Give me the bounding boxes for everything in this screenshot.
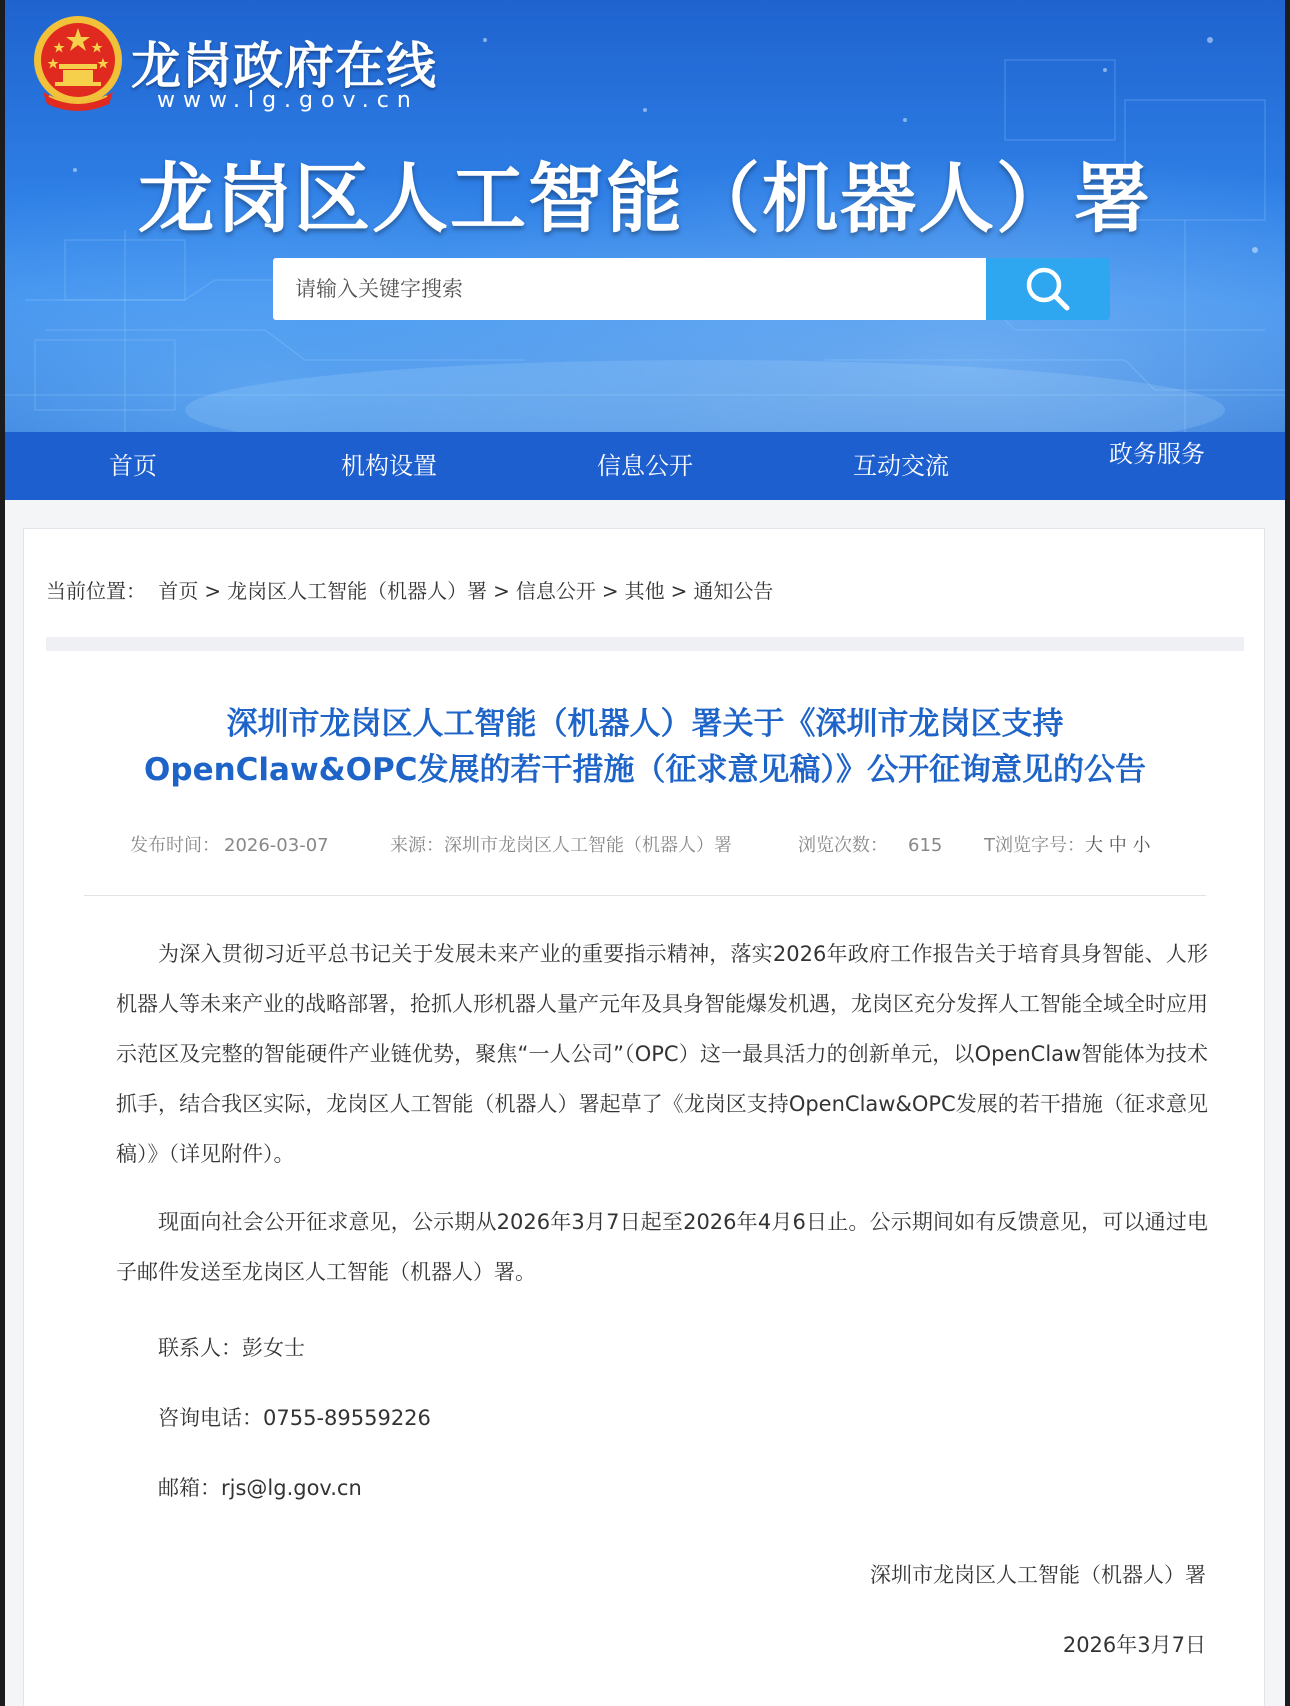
search-button[interactable]	[986, 258, 1110, 320]
article-card	[23, 528, 1265, 1706]
font-size-large-button[interactable]: 大	[1085, 835, 1103, 856]
breadcrumb-info-disclosure[interactable]: 信息公开	[515, 579, 596, 603]
article-paragraph-2: 现面向社会公开征求意见，公示期从2026年3月7日起至2026年4月6日止。公示期间如有反馈意见，可以通过电子邮件发送至龙岗区人工智能（机器人）署。	[116, 1210, 1208, 1284]
article-source	[390, 831, 732, 857]
breadcrumb-department[interactable]: 龙岗区人工智能（机器人）署	[227, 579, 488, 603]
breadcrumb-prefix: 当前位置：	[46, 579, 146, 603]
search-icon	[1022, 263, 1074, 315]
article-title-line-1: 深圳市龙岗区人工智能（机器人）署关于《深圳市龙岗区支持	[226, 706, 1064, 742]
view-count-value: 615	[908, 835, 943, 856]
source-value: 深圳市龙岗区人工智能（机器人）署	[444, 835, 732, 856]
nav-item-info-disclosure[interactable]: 信息公开	[597, 452, 693, 480]
breadcrumb	[46, 575, 773, 604]
font-size-switcher	[984, 831, 1150, 857]
site-url: www.lg.gov.cn	[157, 88, 419, 113]
header-banner	[5, 0, 1285, 432]
national-emblem-icon	[29, 12, 127, 116]
breadcrumb-home[interactable]: 首页	[158, 579, 199, 603]
breadcrumb-separator: >	[601, 579, 619, 603]
article-title-line-2: OpenClaw&OPC发展的若干措施（征求意见稿）》公开征询意见的公告	[144, 752, 1146, 788]
breadcrumb-separator: >	[204, 579, 222, 603]
breadcrumb-separator: >	[493, 579, 510, 603]
publish-time-value: 2026-03-07	[224, 835, 329, 856]
article-title	[64, 701, 1226, 793]
department-title: 龙岗区人工智能（机器人）署	[138, 154, 1152, 243]
article-paragraph-1: 为深入贯彻习近平总书记关于发展未来产业的重要指示精神，落实2026年政府工作报告关于培育具身智能、人形机器人等未来产业的战略部署，抢抓人形机器人量产元年及具身智能爆发机遇，龙岗区充分发挥人工智能全域全时应用示范区及完整的智能硬件产业链优势，聚焦“一人公司”（OPC）这一最具活力的创新单元，以OpenClaw智能体为技术抓手，结合我区实际，龙岗区人工智能（机器人）署起草了《龙岗区支持OpenClaw&OPC发展的若干措施（征求意见稿）》（详见附件）。	[116, 942, 1208, 1166]
article-body	[116, 929, 1208, 1503]
site-title[interactable]: 龙岗政府在线	[131, 37, 437, 95]
breadcrumb-divider-bar	[46, 637, 1244, 651]
publish-time-label: 发布时间：	[130, 835, 220, 856]
signature-organization: 深圳市龙岗区人工智能（机器人）署	[870, 1563, 1206, 1587]
contact-person: 联系人：彭女士	[158, 1336, 305, 1360]
view-count-label: 浏览次数：	[798, 835, 888, 856]
breadcrumb-other[interactable]: 其他	[624, 579, 665, 603]
view-count	[798, 831, 942, 857]
search-input[interactable]	[273, 258, 986, 320]
font-size-medium-button[interactable]: 中	[1108, 835, 1127, 856]
publish-time	[130, 831, 329, 857]
contact-email: 邮箱：rjs@lg.gov.cn	[158, 1476, 362, 1500]
breadcrumb-separator: >	[670, 579, 688, 603]
nav-item-interaction[interactable]: 互动交流	[853, 452, 949, 480]
signature-date: 2026年3月7日	[1062, 1633, 1206, 1657]
breadcrumb-notices[interactable]: 通知公告	[693, 579, 774, 603]
font-size-small-button[interactable]: 小	[1132, 835, 1151, 856]
contact-phone: 咨询电话：0755-89559226	[158, 1406, 431, 1430]
font-size-label: T浏览字号：	[984, 835, 1085, 856]
nav-item-gov-services[interactable]: 政务服务	[1109, 440, 1205, 468]
meta-divider	[84, 895, 1206, 896]
nav-item-home[interactable]: 首页	[109, 452, 157, 480]
source-label: 来源：	[390, 835, 444, 856]
nav-item-organization[interactable]: 机构设置	[341, 452, 437, 480]
main-nav	[5, 432, 1285, 500]
page	[5, 0, 1285, 1706]
